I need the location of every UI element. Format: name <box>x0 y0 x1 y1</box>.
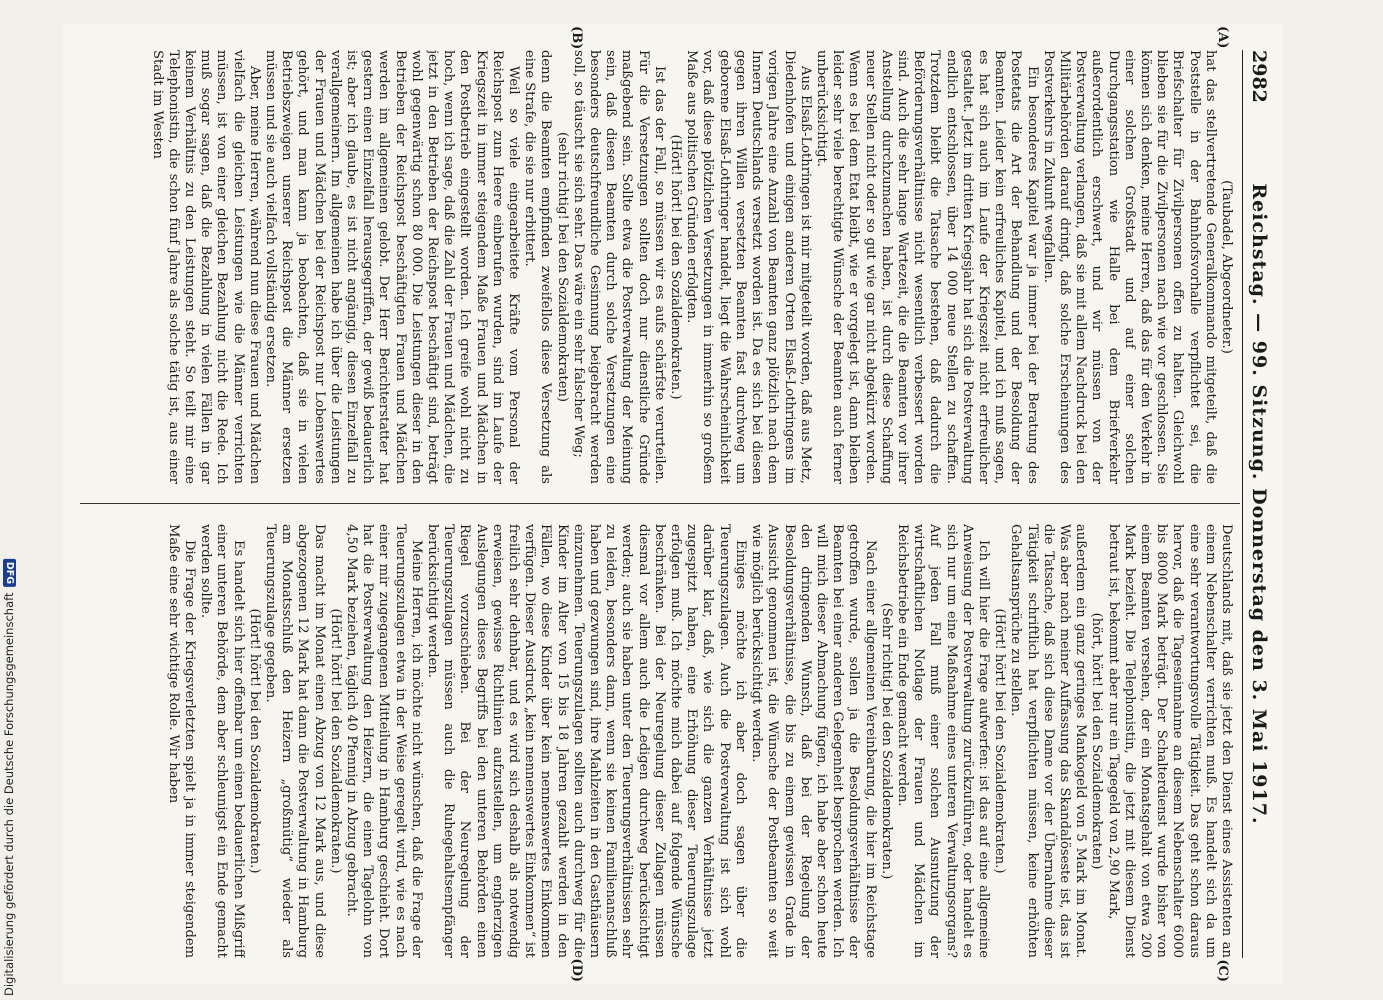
attribution-strip <box>2 561 16 996</box>
page-number: 2982 <box>1248 50 1270 103</box>
paragraph: Es handelt sich hier offenbar um einen bedauerlichen Mißgriff einer unteren Behörde, dem aber schleunigst ein Ende gemacht werden sollte. <box>198 524 246 958</box>
left-column <box>84 50 1234 484</box>
paragraph: Meine Herren, ich möchte nicht wünschen, daß die Frage der Teuerungszulagen etwa in der Weise geregelt wird, wie es nach einer mir zugegangenen Mitteilung in Hamburg geschieht. Dort hat die Postverwaltung den Heizern, die einen Tagelohn von 4,50 Mark beziehen, täglich 40 Pfennig in Abzug gebracht. <box>344 524 424 958</box>
interjection: (Sehr richtig! bei den Sozialdemokraten.) <box>878 602 894 880</box>
right-column <box>84 524 1234 958</box>
paragraph: Ein besonderes Kapitel war ja immer bei der Beratung des Postetats die Art der Behandlung und der Besoldung der Beamten. Leider kein erfreuliches Kapitel, und ich muß sagen, es hat sich auch im Laufe der Kriegszeit nicht erfreulicher gestaltet. Jetzt im dritten Kriegsjahr hat sich die Postverwaltung endlich entschlossen, über 14 000 neue Stellen zu schaffen. Trotzdem bleibt die Tatsache bestehen, daß dadurch die Beförderungsverhältnisse nicht wesentlich verbessert worden sind. Auch die sehr lange Wartezeit, die die Beamten vor ihrer Anstellung durchzumachen haben, ist durch diese Schaffung neuer Stellen nicht oder so gut wie gar nicht abgekürzt worden. Wenn es bei dem Etat bleibt, wie er vorgelegt ist, dann bleiben leider sehr viele berechtigte Wünsche der Beamten auch ferner unberücksichtigt. <box>813 50 1040 484</box>
attribution-text: Digitalisierung gefördert durch die Deutsche Forschungsgemeinschaft <box>2 592 16 996</box>
rotated-scan-page <box>63 24 1283 984</box>
paragraph: Ich will hier die Frage aufwerfen: ist das auf eine allgemeine Anweisung der Postverwaltung zurückzuführen, oder handelt es sich nur um eine Maßnahme eines unteren Verwaltungsorgans? Auf jeden Fall muß einer solchen Ausnutzung der wirtschaftlichen Notlage der Frauen und Mädchen im Reichsbetriebe ein Ende gemacht werden. <box>894 524 991 958</box>
page-header <box>1242 50 1275 958</box>
paragraph: denn die Beamten empfinden zweifellos diese Versetzung als eine Strafe, die sie nur erbittert. <box>522 50 554 484</box>
running-title: Reichstag. — 99. Sitzung. Donnerstag den 3. Mai 1917. <box>1248 183 1270 825</box>
paragraph: Das macht im Monat einen Abzug von 12 Mark aus, und diese abgezogenen 12 Mark hat dann die Postverwaltung in Hamburg am Monatsschluß den Heizern „großmütig“ wieder als Teuerungszulage gegeben. <box>263 524 327 958</box>
interjection: (Hört! hört! bei den Sozialdemokraten.) <box>668 134 684 400</box>
paragraph: Nach einer allgemeinen Vereinbarung, die hier im Reichstage getroffen wurde, sollen ja die Besoldungsverhältnisse der Beamten bei einer anderen Gelegenheit besprochen werden. Ich will mich dieser Abmachung fügen, ich habe aber schon heute den dringenden Wunsch, daß bei der Regelung der Besoldungsverhältnisse, die bis zu einem gewissen Grade in Aussicht genommen ist, die Wünsche der Postbeamten so weit wie möglich berücksichtigt werden. <box>749 524 878 958</box>
paragraph: Ist das der Fall, so müssen wir es aufs schärfste verurteilen. Für die Versetzungen sollten doch nur dienstliche Gründe maßgebend sein. Sollte etwa die Postverwaltung der Meinung sein, daß diesen Beamten durch solche Versetzungen eine besonders deutschfreundliche Gesinnung beigebracht werden soll, so täuscht sie sich sehr. Das wäre ein sehr falscher Weg; <box>570 50 667 484</box>
dfg-logo: DFG <box>3 558 16 586</box>
paragraph: Die Frage der Kriegsverletzten spielt ja in immer steigendem Maße eine sehr wichtige Rolle. Wir haben <box>165 524 197 958</box>
two-column-body <box>84 26 1234 982</box>
column-divider <box>80 503 1240 504</box>
margin-mark-c: (C) <box>1215 959 1230 982</box>
interjection: (Hört! hört! bei den Sozialdemokraten.) <box>992 608 1008 874</box>
paragraph: Deutschlands mit, daß sie jetzt den Dienst eines Assistenten an einem Nebenschalter verrichten muß. Es handelt sich da um eine sehr verantwortungsvolle Tätigkeit. Das geht schon daraus hervor, daß die Tageseinnahme an diesem Nebenschalter 6000 bis 8000 Mark beträgt. Der Schalterdienst wurde bisher von einem Beamten versehen, der ein Monatsgehalt von etwa 200 Mark bezieht. Die Telephonistin, die jetzt mit diesem Dienst betraut ist, bekommt aber nur ein Tagegeld von 2,90 Mark, <box>1105 524 1234 958</box>
speaker-line: (Taubadel, Abgeordneter.) <box>1219 180 1234 354</box>
margin-mark-b: (B) <box>569 26 584 50</box>
paragraph: Aber, meine Herren, während nun diese Frauen und Mädchen vielfach die gleichen Leistungen wie die Männer verrichten müssen, ist von einer gleichen Bezahlung nicht die Rede. Ich muß sogar sagen, daß die Bezahlung in vielen Fällen in gar keinem Verhältnis zu den Leistungen steht. So teilt mir eine Telephonistin, die schon fünf Jahre als solche tätig ist, aus einer Stadt im Westen <box>149 50 262 484</box>
margin-mark-d: (D) <box>569 958 584 982</box>
paragraph: Weil so viele eingearbeitete Kräfte vom Personal der Reichspost zum Heere einberufen wurden, sind im Laufe der Kriegszeit in immer steigendem Maße Frauen und Mädchen in den Postbetrieb eingestellt worden. Ich greife wohl nicht zu hoch, wenn ich sage, daß die Zahl der Frauen und Mädchen, die jetzt in den Betrieben der Reichspost beschäftigt sind, beträgt wohl gegenwärtig schon 80 000. Die Leistungen dieser in den Betrieben der Reichspost beschäftigten Frauen und Mädchen werden im allgemeinen gelobt. Der Herr Berichterstatter hat gestern einen Einzelfall herausgegriffen, der gewiß bedauerlich ist; aber ich glaube, es ist nicht angängig, diesen Einzelfall zu verallgemeinern. Im allgemeinen habe ich über die Leistungen der Frauen und Mädchen bei der Reichspost nur Lobenswertes gehört, und man kann ja beobachten, daß sie in vielen Betriebszweigen unserer Reichspost die Männer ersetzen müssen und sie auch vielfach vollständig ersetzen. <box>263 50 522 484</box>
interjection: (sehr richtig! bei den Sozialdemokraten) <box>554 131 570 403</box>
interjection: (hört, hört! bei den Sozialdemokraten) <box>1089 612 1105 870</box>
paragraph: hat das stellvertretende Generalkommando mitgeteilt, daß die Poststelle in der Bahnhofsvorhalle verpflichtet sei, die Briefschalter für Zivilpersonen offen zu halten. Gleichwohl blieben sie für die Zivilpersonen nach wie vor geschlossen. Sie können sich denken, meine Herren, daß das für den Verkehr in einer solchen Großstadt und auf einer solchen Durchgangsstation wie Halle bei dem Briefverkehr außerordentlich erschwert, und wir müssen von der Postverwaltung verlangen, daß sie mit allem Nachdruck bei den Militärbehörden darauf dringt, daß solche Erscheinungen des Postverkehrs in Zukunft wegfallen. <box>1040 50 1218 484</box>
paragraph: Einiges möchte ich aber doch sagen über die Teuerungszulagen. Auch die Postverwaltung ist sich wohl darüber klar, daß, wie sich die ganzen Verhältnisse jetzt zugespitzt haben, eine Erhöhung dieser Teuerungszulage erfolgen muß. Ich möchte mich dabei auf folgende Wünsche beschränken. Bei der Neuregelung dieser Zulagen müssen diesmal vor allem auch die Ledigen durchweg berücksichtigt werden; auch sie haben unter den Teuerungsverhältnissen sehr zu leiden, besonders dann, wenn sie keinen Familienanschluß haben und gezwungen sind, ihre Mahlzeiten in den Gasthäusern einzunehmen. Teuerungszulagen sollten auch durchweg für die Kinder im Alter von 15 bis 18 Jahren gezahlt werden in den Fällen, wo diese Kinder über kein nennenswertes Einkommen verfügen. Dieser Ausdruck „kein nennenswertes Einkommen“ ist freilich sehr dehnbar, und es wird sich deshalb als notwendig erweisen, gewisse Richtlinien aufzustellen, um engherzigen Auslegungen dieses Begriffs bei den unteren Behörden einen Riegel vorzuschieben. Bei der Neuregelung der Teuerungszulagen müssen auch die Ruhegehaltsempfänger berücksichtigt werden. <box>425 524 748 958</box>
interjection: (Hört! hört! bei den Sozialdemokraten.) <box>327 608 343 874</box>
paragraph: außerdem ein ganz geringes Mankogeld von 5 Mark im Monat. Was aber nach meiner Auffassung das Skandalöseste ist, das ist die Tatsache, daß sich diese Dame vor der Übernahme dieser Tätigkeit schriftlich hat verpflichten müssen, keine erhöhten Gehaltsansprüche zu stellen. <box>1008 524 1089 958</box>
margin-mark-a: (A) <box>1215 26 1230 49</box>
interjection: (Hört! hört! bei den Sozialdemokraten.) <box>246 608 262 874</box>
paragraph: Aus Elsaß-Lothringen ist mir mitgeteilt worden, daß aus Metz, Diedenhofen und einigen anderen Orten Elsaß-Lothringens im vorigen Jahre eine Anzahl von Beamten ganz plötzlich nach dem Innern Deutschlands versetzt worden ist. Da es sich bei diesen gegen ihren Willen versetzten Beamten fast durchweg um geborene Elsaß-Lothringer handelt, liegt die Wahrscheinlichkeit vor, daß diese plötzlichen Versetzungen in immerhin so großem Maße aus politischen Gründen erfolgten. <box>684 50 813 484</box>
